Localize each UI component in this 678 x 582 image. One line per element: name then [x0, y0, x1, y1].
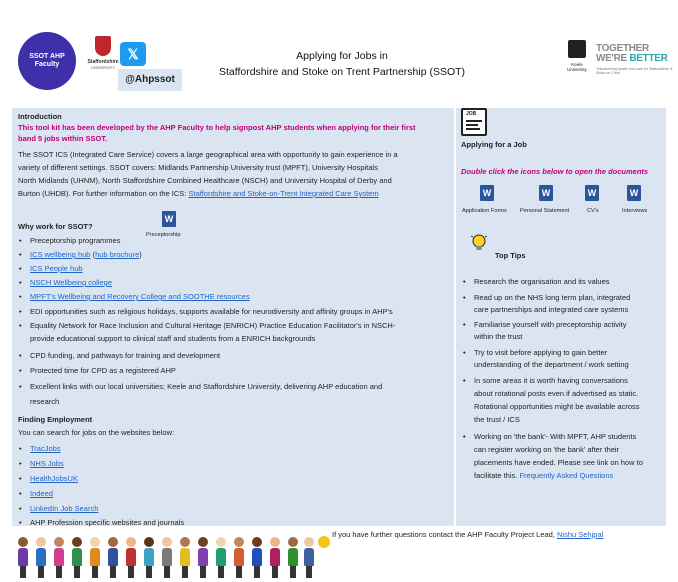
- tip-bank-line-4: [474, 470, 613, 482]
- job-icon-line: [466, 124, 478, 126]
- why-item-cpd-time: • Protected time for CPD as a registered AHP: [30, 365, 176, 377]
- applying-heading: Applying for a Job: [461, 140, 527, 149]
- why-item-universities-line-2: research: [30, 397, 60, 406]
- intro-highlight-line-2: band 5 jobs within SSOT.: [18, 134, 108, 143]
- keele-logo-text: [562, 62, 592, 73]
- person-figure: [304, 537, 314, 578]
- intro-body-line-3: North Midlands (UHNM), North Staffordshire Combined Healthcare (NSCH) and University Hospital of Derby and: [18, 176, 392, 185]
- why-item-people-hub: [30, 263, 83, 275]
- project-lead-contact-link[interactable]: Nishu Sehjpal: [557, 530, 604, 539]
- twb-tagline: Transforming health and care for Staffordshire & Stoke-on-Trent: [596, 67, 673, 75]
- finding-employment-intro: You can search for jobs on the websites below:: [18, 428, 175, 437]
- cv-document-icon[interactable]: [585, 185, 599, 201]
- job-icon-line: [466, 128, 480, 130]
- why-item-preceptorship: • Preceptorship programmes: [30, 235, 120, 247]
- tip-bank-line-2: can register working on 'the bank' after their: [474, 445, 620, 454]
- top-tips-heading: Top Tips: [495, 251, 526, 260]
- person-figure: [180, 537, 190, 578]
- job-site-item-journals: • AHP Profession specific websites and journals: [30, 517, 184, 529]
- intro-highlight-line-1: This tool kit has been developed by the AHP Faculty to help signpost AHP students when applying for their first: [18, 123, 416, 132]
- tip-research: • Research the organisation and its values: [474, 276, 610, 288]
- page-title: [212, 48, 472, 80]
- tip-visit-line-1: • Try to visit before applying to gain better: [474, 347, 607, 359]
- preceptorship-document-icon[interactable]: [162, 211, 176, 227]
- mpft-wellbeing-college-link[interactable]: MPFT's Wellbeing and Recovery College and SOOTHE resources: [30, 292, 250, 301]
- person-figure: [162, 537, 172, 578]
- why-item-cpd-funding: • CPD funding, and pathways for training and development: [30, 350, 220, 362]
- tracjobs-link[interactable]: TracJobs: [30, 444, 61, 453]
- why-item-wellbeing-hub: • ICS wellbeing hub (hub brochure): [30, 249, 142, 261]
- person-figure: [54, 537, 64, 578]
- ics-wellbeing-hub-link[interactable]: ICS wellbeing hub: [30, 250, 91, 259]
- intro-body-line-4-text: Burton (UHDB). For further information on the ICS:: [18, 189, 189, 198]
- application-forms-label: Application Forms: [462, 208, 507, 214]
- footer-contact: [332, 530, 603, 539]
- job-icon-text: JOB: [466, 111, 477, 117]
- tip-rotational-line-1: • In some areas it is worth having conversations: [474, 375, 628, 387]
- page-header: [12, 26, 673, 102]
- footer-contact-text: If you have further questions contact the AHP Faculty Project Lead,: [332, 530, 557, 539]
- tip-rotational-line-4: the trust / ICS: [474, 415, 520, 424]
- ssot-logo-line2: Faculty: [34, 61, 60, 68]
- tip-preceptorship-line-1: • Familiarise yourself with preceptorship activity: [474, 319, 627, 331]
- person-figure: [216, 537, 226, 578]
- person-figure: [288, 537, 298, 578]
- title-line-2: Staffordshire and Stoke on Trent Partnership (SSOT): [218, 66, 466, 78]
- job-site-item: [30, 443, 61, 455]
- person-figure: [270, 537, 280, 578]
- ics-people-hub-link[interactable]: ICS People hub: [30, 264, 83, 273]
- why-item-nsch-college: [30, 277, 112, 289]
- twb-line-2a: WE'RE: [596, 53, 630, 64]
- tip-bank-line-1: • Working on 'the bank'- With MPFT, AHP students: [474, 431, 636, 443]
- staffs-logo-name: Staffordshire: [87, 59, 119, 65]
- person-figure: [18, 537, 28, 578]
- together-were-better-logo: [596, 44, 678, 75]
- person-figure: [108, 537, 118, 578]
- title-line-1: Applying for Jobs in: [296, 50, 388, 62]
- job-site-item: [30, 503, 98, 515]
- staffs-logo-sub: UNIVERSITY: [90, 65, 115, 70]
- keele-logo-line2: University: [567, 67, 587, 73]
- interviews-document-icon[interactable]: [627, 185, 641, 201]
- person-figure: [234, 537, 244, 578]
- ahp-people-illustration: [18, 530, 328, 580]
- person-figure: [252, 537, 262, 578]
- tip-preceptorship-line-2: within the trust: [474, 332, 523, 341]
- twb-line-2: [596, 54, 678, 64]
- job-search-icon: [461, 108, 487, 136]
- nsch-wellbeing-college-link[interactable]: NSCH Wellbeing college: [30, 278, 112, 287]
- tip-rotational-line-3: Rotational opportunities might be available across: [474, 402, 640, 411]
- linkedin-job-search-link[interactable]: LinkedIn Job Search: [30, 504, 99, 513]
- job-icon-line: [466, 120, 482, 122]
- faq-link[interactable]: Frequently Asked Questions: [519, 471, 614, 480]
- smiley-face-icon: [318, 536, 330, 548]
- intro-heading: Introduction: [18, 112, 62, 121]
- keele-crest-icon: [568, 40, 586, 58]
- person-figure: [144, 537, 154, 578]
- applying-instruction: Double click the icons below to open the documents: [461, 167, 649, 176]
- person-figure: [90, 537, 100, 578]
- twitter-bird-icon[interactable]: 𝕏: [120, 42, 146, 66]
- why-item-mpft-college: [30, 291, 250, 303]
- preceptorship-icon-label: Preceptorship: [146, 232, 181, 238]
- twb-line-1: TOGETHER: [596, 43, 649, 54]
- hub-brochure-link[interactable]: hub brochure: [95, 250, 140, 259]
- twitter-handle[interactable]: @Ahpssot: [118, 69, 182, 91]
- lightbulb-icon: [470, 233, 488, 253]
- person-figure: [72, 537, 82, 578]
- job-site-item: [30, 488, 53, 500]
- cv-label: CV's: [587, 208, 599, 214]
- interviews-label: Interviews: [622, 208, 648, 214]
- intro-body-line-1: The SSOT ICS (Integrated Care Service) covers a large geographical area with opportunity to gain experience in a: [18, 150, 398, 159]
- nhs-jobs-link[interactable]: NHS Jobs: [30, 459, 64, 468]
- ssot-ahp-faculty-logo: [18, 32, 76, 90]
- intro-body-line-4: [18, 188, 379, 200]
- person-figure: [126, 537, 136, 578]
- keele-logo-line1: Keele: [571, 62, 583, 67]
- tip-rotational-line-2: about rotational posts even if advertised as static.: [474, 389, 639, 398]
- twb-line-2b: BETTER: [629, 53, 668, 64]
- job-site-item: [30, 458, 64, 470]
- why-item-enrich-line-1: • Equality Network for Race Inclusion and Cultural Heritage (ENRICH) Practice Education Facilitator's in NSCH-: [30, 320, 395, 332]
- why-item-enrich-line-2: provide educational support to clinical staff and students from a ENRICH backgrounds: [30, 334, 316, 343]
- tip-bank-line-3: placements have ended. Please see link on how to: [474, 458, 643, 467]
- healthjobsuk-link[interactable]: HealthJobsUK: [30, 474, 78, 483]
- why-work-heading: Why work for SSOT?: [18, 222, 93, 231]
- staffordshire-shield-icon: [95, 36, 111, 56]
- keele-university-logo: [562, 40, 592, 73]
- why-item-edi: • EDI opportunities such as religious holidays, supports available for neurodiversity and affinity groups in AHP's: [30, 306, 393, 318]
- person-figure: [198, 537, 208, 578]
- intro-body-line-2: variety of different settings. SSOT covers: Midlands Partnership University trust (MPFT), University Hospitals: [18, 163, 378, 172]
- finding-employment-heading: Finding Employment: [18, 415, 93, 424]
- personal-statement-label: Personal Statement: [520, 208, 570, 214]
- why-item-universities-line-1: • Excellent links with our local universities; Keele and Staffordshire University, delivering AHP education and: [30, 381, 382, 393]
- job-site-item: [30, 473, 78, 485]
- indeed-link[interactable]: Indeed: [30, 489, 53, 498]
- application-forms-document-icon[interactable]: [480, 185, 494, 201]
- tip-visit-line-2: understanding of the department / work setting: [474, 360, 629, 369]
- tip-nhs-plan-line-2: care partnerships and integrated care systems: [474, 305, 629, 314]
- personal-statement-document-icon[interactable]: [539, 185, 553, 201]
- tip-nhs-plan-line-1: • Read up on the NHS long term plan, integrated: [474, 292, 630, 304]
- ics-website-link[interactable]: Staffordshire and Stoke-on-Trent Integrated Care System: [188, 189, 379, 198]
- tip-bank-line-4-text: facilitate this.: [474, 471, 520, 480]
- ssot-logo-line1: SSOT AHP: [29, 52, 65, 60]
- person-figure: [36, 537, 46, 578]
